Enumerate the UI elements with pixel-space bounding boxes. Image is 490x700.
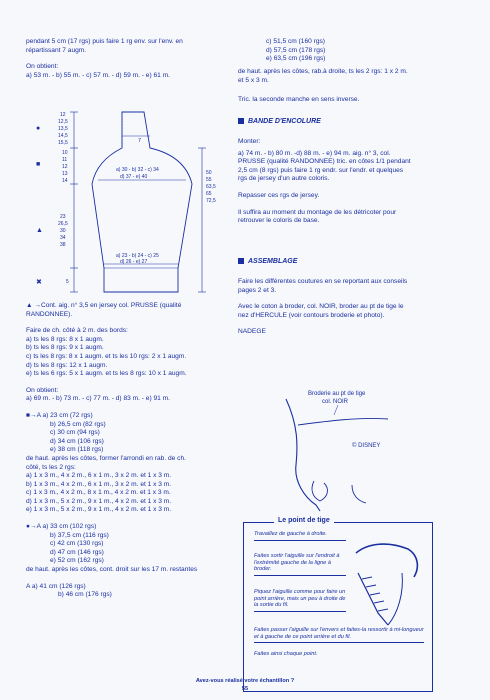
svg-text:10: 10 (62, 150, 68, 156)
svg-text:13,5: 13,5 (58, 126, 68, 132)
svg-text:30: 30 (60, 228, 66, 234)
svg-text:63,5: 63,5 (206, 184, 216, 190)
svg-text:11: 11 (62, 157, 68, 163)
symbol-dot: ● (36, 125, 41, 132)
svg-text:26,5: 26,5 (58, 221, 68, 227)
page-number: 55 (241, 686, 249, 692)
symbol-cross: ✖ (36, 279, 42, 286)
svg-text:15,5: 15,5 (58, 140, 68, 146)
sleeve-diagram (26, 108, 236, 300)
stitch-step: Faites ainsi chaque point. (254, 651, 318, 657)
svg-text:55: 55 (206, 177, 212, 183)
symbol-square: ■ (36, 161, 41, 168)
svg-text:12: 12 (60, 112, 66, 118)
svg-text:38: 38 (60, 242, 66, 248)
svg-text:Broderie au pt de tige: Broderie au pt de tige (308, 391, 366, 397)
right-haut-text: de haut. après les côtes, rab.à droite, ts les 2 rgs: 1 x 2 m. et 5 x 3 m. Tric. la seconde manche en sens inverse. (238, 68, 408, 104)
symbol-triangle: ▲ (36, 227, 43, 234)
embroidery-outline (268, 385, 418, 515)
svg-text:14: 14 (62, 178, 68, 184)
assemblage-text: Faire les différentes coutures en se reportant aux conseils pages 2 et 3. Avec le coton à broder, col. NOIR, broder au pt de tige le nez d'HERCULE (voir contours broderie et photo). NADEGE (238, 278, 408, 336)
assemblage-heading: ASSEMBLAGE (238, 258, 297, 265)
stitch-step: Faites sortir l'aiguille sur l'endroit à l'extrémité gauche de la ligne à broder. (254, 553, 346, 576)
svg-text:d) 26 - e) 27: d) 26 - e) 27 (120, 259, 148, 265)
svg-text:50: 50 (206, 170, 212, 176)
bande-heading: BANDE D'ENCOLURE (238, 118, 321, 125)
bande-text: Monter: a) 74 m. - b) 80 m. -d) 88 m. - e) 94 m. aig. n° 3, col. PRUSSE (qualité RANDONNEE) tric. en côtes 1/1 pendant 2,5 cm (8 rgs) puis faire 1 rg endr. sur l'endr. et quelques rgs de jersey d'un autre coloris. Repasser ces rgs de jersey. Il suffira au moment du montage de les détricoter pour retrouver le coloris de base. (238, 138, 411, 225)
svg-text:34: 34 (60, 235, 66, 241)
svg-text:a) 30 - b) 32 - c) 34: a) 30 - b) 32 - c) 34 (116, 167, 159, 173)
intro-text: pendant 5 cm (17 rgs) puis faire 1 rg env. sur l'env. en répartissant 7 augm. On obtient: a) 53 m. - b) 55 m. - c) 57 m. - d) 59 m. - e) 61 m. (26, 38, 183, 79)
svg-text:23: 23 (60, 214, 66, 220)
sleeve-outline (92, 112, 192, 292)
stitch-step: Piquez l'aiguille comme pour faire un point arrière, mais un peu à droite de la sortie du fil. (254, 589, 346, 612)
stitch-instructions-box (243, 517, 433, 692)
svg-text:a) 23 - b) 24 - c) 25: a) 23 - b) 24 - c) 25 (116, 253, 159, 259)
stitch-step: Travaillez de gauche à droite. (254, 531, 346, 541)
footer-question: Avez-vous réalisé votre échantillon ? (195, 678, 295, 684)
svg-text:12: 12 (62, 164, 68, 170)
right-top-sizes: c) 51,5 cm (160 rgs) d) 57,5 cm (178 rgs) e) 63,5 cm (196 rgs) (266, 38, 326, 63)
svg-text:5: 5 (66, 279, 69, 285)
stitch-illustration (348, 533, 428, 633)
svg-text:13: 13 (62, 171, 68, 177)
stitch-title: Le point de tige (274, 517, 334, 524)
svg-text:12,5: 12,5 (58, 119, 68, 125)
stitch-step: Faites passer l'aiguille sur l'envers et faites-la ressortir à mi-longueur et à gauche de ce point arrière et du fil. (254, 627, 424, 643)
svg-text:© DISNEY: © DISNEY (352, 443, 381, 449)
svg-text:d) 37 - e) 40: d) 37 - e) 40 (120, 174, 148, 180)
svg-text:72,5: 72,5 (206, 198, 216, 204)
svg-text:65: 65 (206, 191, 212, 197)
left-body-text: ▲ →Cont. aig. n° 3,5 en jersey col. PRUSSE (qualité RANDONNEE). Faire de ch. côté à 2 m. des bords: a) ts les 8 rgs: 8 x 1 augm. b) ts les 8 rgs: 9 x 1 augm. c) ts les 8 rgs: 8 x 1 augm. et ts les 10 rgs: 2 x 1 augm. d) ts les 8 rgs: 12 x 1 augm. e) ts les 6 rgs: 5 x 1 augm. et ts les 8 rgs: 10 x 1 augm. On obtient: a) 69 m. - b) 73 m. - c) 77 m. - d) 83 m. - e) 91 m. ■→A a) 23 cm (72 rgs) b) 26,5 cm (82 rgs) c) 30 cm (94 rgs) d) 34 cm (106 rgs) e) 38 cm (118 rgs) de haut. après les côtes, former l'arrondi en rab. de ch. côté, ts les 2 rgs: a) 1 x 3 m., 4 x 2 m., 6 x 1 m., 3 x 2 m. et 1 x 3 m. b) 1 x 3 m., 4 x 2 m., 6 x 1 m., 3 x 2 m. et 1 x 3 m. c) 1 x 3 m., 4 x 2 m., 8 x 1 m., 4 x 2 m. et 1 x 3 m. d) 1 x 3 m., 5 x 2 m., 9 x 1 m., 4 x 2 m. et 1 x 3 m. e) 1 x 3 m., 5 x 2 m., 9 x 1 m., 4 x 2 m. et 1 x 3 m. ●→A a) 33 cm (102 rgs) b) 37,5 cm (116 rgs) c) 42 cm (130 rgs) d) 47 cm (146 rgs) e) 52 cm (162 rgs) de haut. après les côtes, cont. droit sur les 17 m. restantes A a) 41 cm (126 rgs) b) 46 cm (176 rgs) (26, 302, 198, 599)
svg-text:col. NOIR: col. NOIR (322, 399, 349, 405)
svg-text:14,5: 14,5 (58, 133, 68, 139)
svg-text:7: 7 (138, 138, 142, 144)
